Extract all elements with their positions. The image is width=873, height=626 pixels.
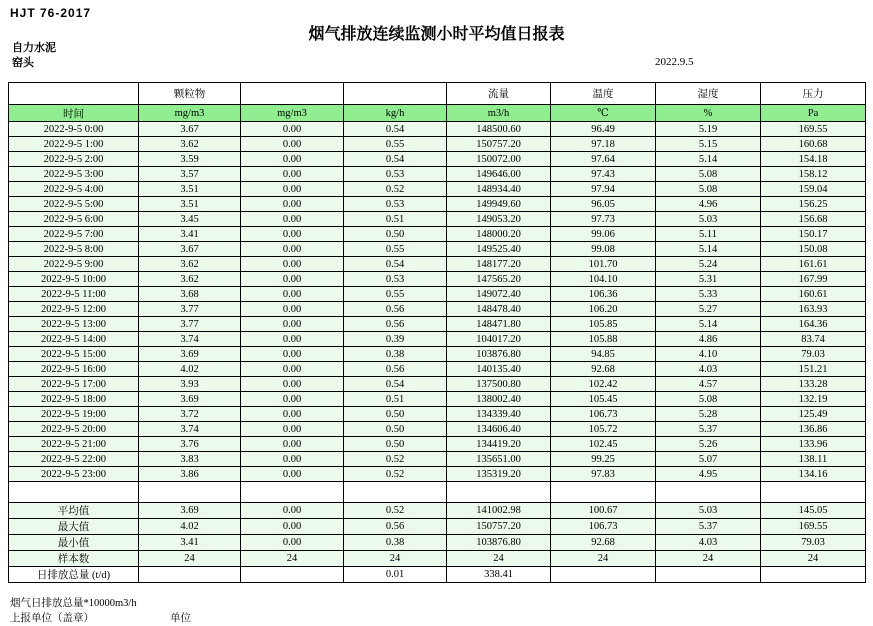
time-cell: 2022-9-5 18:00 xyxy=(9,392,139,407)
time-cell: 2022-9-5 6:00 xyxy=(9,212,139,227)
hourly-data-row xyxy=(9,332,866,347)
value-cell: 0.38 xyxy=(344,347,447,362)
value-cell xyxy=(551,482,656,503)
value-cell: 3.77 xyxy=(139,302,241,317)
report-unit-label: 上报单位（盖章） xyxy=(10,613,94,624)
time-cell: 2022-9-5 5:00 xyxy=(9,197,139,212)
time-cell: 2022-9-5 16:00 xyxy=(9,362,139,377)
value-cell: 96.49 xyxy=(551,122,656,137)
value-cell: 92.68 xyxy=(551,362,656,377)
company-name: 自力水泥 xyxy=(12,42,56,54)
value-cell: 5.14 xyxy=(656,317,761,332)
value-cell: 148500.60 xyxy=(447,122,551,137)
value-cell: 132.19 xyxy=(761,392,866,407)
value-cell: 158.12 xyxy=(761,167,866,182)
value-cell: 3.68 xyxy=(139,287,241,302)
value-cell: 24 xyxy=(551,551,656,567)
value-cell: 0.50 xyxy=(344,437,447,452)
value-cell xyxy=(447,482,551,503)
hourly-data-row xyxy=(9,467,866,482)
value-cell: 105.72 xyxy=(551,422,656,437)
unit-header-m3h: m3/h xyxy=(447,105,551,122)
value-cell: 145.05 xyxy=(761,503,866,519)
value-cell: 0.00 xyxy=(241,227,344,242)
value-cell: 0.00 xyxy=(241,467,344,482)
value-cell: 149525.40 xyxy=(447,242,551,257)
time-cell: 2022-9-5 15:00 xyxy=(9,347,139,362)
value-cell: 160.61 xyxy=(761,287,866,302)
value-cell: 4.86 xyxy=(656,332,761,347)
value-cell: 0.00 xyxy=(241,535,344,551)
hourly-data-row xyxy=(9,407,866,422)
value-cell: 96.05 xyxy=(551,197,656,212)
value-cell: 140135.40 xyxy=(447,362,551,377)
value-cell: 3.51 xyxy=(139,197,241,212)
summary-row xyxy=(9,503,866,519)
value-cell: 0.56 xyxy=(344,317,447,332)
value-cell: 106.73 xyxy=(551,519,656,535)
summary-label-cell: 平均值 xyxy=(9,503,139,519)
value-cell: 0.54 xyxy=(344,257,447,272)
value-cell: 0.50 xyxy=(344,407,447,422)
time-cell: 2022-9-5 23:00 xyxy=(9,467,139,482)
value-cell: 150.08 xyxy=(761,242,866,257)
value-cell: 5.28 xyxy=(656,407,761,422)
value-cell: 5.07 xyxy=(656,452,761,467)
value-cell: 135651.00 xyxy=(447,452,551,467)
unit-header-celsius: ℃ xyxy=(551,105,656,122)
value-cell: 0.53 xyxy=(344,197,447,212)
unit-header-mgm3-2: mg/m3 xyxy=(241,105,344,122)
value-cell: 133.96 xyxy=(761,437,866,452)
value-cell: 3.67 xyxy=(139,242,241,257)
hourly-data-row xyxy=(9,197,866,212)
value-cell: 0.51 xyxy=(344,212,447,227)
unit-header-pa: Pa xyxy=(761,105,866,122)
value-cell: 3.62 xyxy=(139,257,241,272)
time-cell: 2022-9-5 13:00 xyxy=(9,317,139,332)
value-cell: 149072.40 xyxy=(447,287,551,302)
value-cell: 154.18 xyxy=(761,152,866,167)
value-cell: 5.37 xyxy=(656,422,761,437)
value-cell xyxy=(241,482,344,503)
value-cell: 0.00 xyxy=(241,503,344,519)
value-cell: 99.25 xyxy=(551,452,656,467)
spacer-cell xyxy=(9,482,139,503)
hourly-data-row xyxy=(9,362,866,377)
value-cell xyxy=(241,567,344,583)
value-cell xyxy=(139,567,241,583)
value-cell: 5.03 xyxy=(656,212,761,227)
time-cell: 2022-9-5 12:00 xyxy=(9,302,139,317)
time-cell: 2022-9-5 1:00 xyxy=(9,137,139,152)
value-cell: 0.01 xyxy=(344,567,447,583)
unit-header-row xyxy=(9,105,866,122)
value-cell: 134339.40 xyxy=(447,407,551,422)
group-header-empty-1 xyxy=(241,83,344,105)
value-cell: 0.53 xyxy=(344,272,447,287)
value-cell: 164.36 xyxy=(761,317,866,332)
value-cell: 3.41 xyxy=(139,535,241,551)
value-cell: 97.83 xyxy=(551,467,656,482)
value-cell: 148000.20 xyxy=(447,227,551,242)
value-cell: 135319.20 xyxy=(447,467,551,482)
time-cell: 2022-9-5 22:00 xyxy=(9,452,139,467)
value-cell: 5.08 xyxy=(656,182,761,197)
value-cell: 3.74 xyxy=(139,422,241,437)
value-cell: 0.00 xyxy=(241,302,344,317)
time-cell: 2022-9-5 0:00 xyxy=(9,122,139,137)
station-name: 窑头 xyxy=(12,57,34,69)
summary-label-cell: 最小值 xyxy=(9,535,139,551)
value-cell xyxy=(761,482,866,503)
value-cell: 167.99 xyxy=(761,272,866,287)
value-cell: 103876.80 xyxy=(447,347,551,362)
value-cell: 3.69 xyxy=(139,392,241,407)
hourly-data-row xyxy=(9,242,866,257)
value-cell: 5.26 xyxy=(656,437,761,452)
value-cell: 3.93 xyxy=(139,377,241,392)
value-cell: 148177.20 xyxy=(447,257,551,272)
value-cell: 0.00 xyxy=(241,392,344,407)
value-cell: 147565.20 xyxy=(447,272,551,287)
value-cell xyxy=(656,482,761,503)
hourly-data-row xyxy=(9,377,866,392)
hourly-data-row xyxy=(9,257,866,272)
value-cell: 101.70 xyxy=(551,257,656,272)
value-cell: 3.69 xyxy=(139,503,241,519)
value-cell: 97.43 xyxy=(551,167,656,182)
value-cell: 0.38 xyxy=(344,535,447,551)
value-cell: 5.11 xyxy=(656,227,761,242)
report-title: 烟气排放连续监测小时平均值日报表 xyxy=(308,26,565,43)
value-cell: 0.55 xyxy=(344,242,447,257)
value-cell: 0.00 xyxy=(241,452,344,467)
hourly-data-row xyxy=(9,152,866,167)
time-cell: 2022-9-5 4:00 xyxy=(9,182,139,197)
value-cell xyxy=(761,567,866,583)
value-cell: 338.41 xyxy=(447,567,551,583)
group-header-temperature: 温度 xyxy=(551,83,656,105)
value-cell: 160.68 xyxy=(761,137,866,152)
hourly-data-row xyxy=(9,182,866,197)
value-cell: 0.53 xyxy=(344,167,447,182)
value-cell: 0.00 xyxy=(241,519,344,535)
hourly-data-row xyxy=(9,227,866,242)
value-cell: 150757.20 xyxy=(447,137,551,152)
value-cell: 150757.20 xyxy=(447,519,551,535)
value-cell: 0.56 xyxy=(344,519,447,535)
hourly-data-row xyxy=(9,392,866,407)
time-cell: 2022-9-5 2:00 xyxy=(9,152,139,167)
daily-total-row xyxy=(9,567,866,583)
hourly-data-row xyxy=(9,452,866,467)
value-cell: 5.08 xyxy=(656,167,761,182)
value-cell xyxy=(139,482,241,503)
value-cell: 24 xyxy=(241,551,344,567)
group-header-empty-2 xyxy=(344,83,447,105)
value-cell: 0.00 xyxy=(241,212,344,227)
value-cell: 3.62 xyxy=(139,137,241,152)
value-cell: 106.20 xyxy=(551,302,656,317)
value-cell: 5.14 xyxy=(656,152,761,167)
value-cell: 150.17 xyxy=(761,227,866,242)
value-cell: 105.45 xyxy=(551,392,656,407)
value-cell: 4.95 xyxy=(656,467,761,482)
value-cell: 97.94 xyxy=(551,182,656,197)
value-cell: 5.19 xyxy=(656,122,761,137)
flow-total-note: 烟气日排放总量*10000m3/h xyxy=(10,598,137,609)
time-cell: 2022-9-5 21:00 xyxy=(9,437,139,452)
time-cell: 2022-9-5 19:00 xyxy=(9,407,139,422)
value-cell: 0.00 xyxy=(241,377,344,392)
value-cell: 4.02 xyxy=(139,519,241,535)
value-cell: 102.45 xyxy=(551,437,656,452)
value-cell: 0.00 xyxy=(241,287,344,302)
report-date: 2022.9.5 xyxy=(655,56,694,68)
standard-number: HJT 76-2017 xyxy=(10,6,92,20)
value-cell: 3.59 xyxy=(139,152,241,167)
value-cell: 3.83 xyxy=(139,452,241,467)
value-cell: 0.00 xyxy=(241,362,344,377)
value-cell: 148934.40 xyxy=(447,182,551,197)
value-cell: 0.52 xyxy=(344,503,447,519)
hourly-data-row xyxy=(9,317,866,332)
value-cell: 5.08 xyxy=(656,392,761,407)
value-cell: 3.76 xyxy=(139,437,241,452)
summary-label-cell: 样本数 xyxy=(9,551,139,567)
value-cell: 5.31 xyxy=(656,272,761,287)
value-cell: 0.52 xyxy=(344,182,447,197)
value-cell: 4.96 xyxy=(656,197,761,212)
value-cell: 156.68 xyxy=(761,212,866,227)
value-cell: 3.45 xyxy=(139,212,241,227)
value-cell: 3.57 xyxy=(139,167,241,182)
value-cell: 0.56 xyxy=(344,302,447,317)
value-cell: 0.52 xyxy=(344,467,447,482)
time-cell: 2022-9-5 9:00 xyxy=(9,257,139,272)
value-cell: 169.55 xyxy=(761,519,866,535)
value-cell: 0.00 xyxy=(241,167,344,182)
value-cell: 5.15 xyxy=(656,137,761,152)
value-cell xyxy=(344,482,447,503)
value-cell: 148471.80 xyxy=(447,317,551,332)
value-cell: 105.88 xyxy=(551,332,656,347)
value-cell: 103876.80 xyxy=(447,535,551,551)
hourly-data-row xyxy=(9,137,866,152)
value-cell: 138.11 xyxy=(761,452,866,467)
value-cell: 159.04 xyxy=(761,182,866,197)
value-cell: 141002.98 xyxy=(447,503,551,519)
value-cell: 3.67 xyxy=(139,122,241,137)
value-cell: 5.24 xyxy=(656,257,761,272)
value-cell: 4.10 xyxy=(656,347,761,362)
time-cell: 2022-9-5 11:00 xyxy=(9,287,139,302)
value-cell xyxy=(551,567,656,583)
group-header-humidity: 湿度 xyxy=(656,83,761,105)
value-cell: 0.00 xyxy=(241,347,344,362)
value-cell: 83.74 xyxy=(761,332,866,347)
value-cell: 125.49 xyxy=(761,407,866,422)
time-cell: 2022-9-5 7:00 xyxy=(9,227,139,242)
group-header-particulate: 颗粒物 xyxy=(139,83,241,105)
unit-header-kgh: kg/h xyxy=(344,105,447,122)
value-cell: 24 xyxy=(761,551,866,567)
hourly-data-row xyxy=(9,422,866,437)
value-cell: 5.03 xyxy=(656,503,761,519)
time-cell: 2022-9-5 20:00 xyxy=(9,422,139,437)
summary-row xyxy=(9,535,866,551)
value-cell: 169.55 xyxy=(761,122,866,137)
unit-label: 单位 xyxy=(170,613,191,624)
summary-label-cell: 最大值 xyxy=(9,519,139,535)
value-cell: 4.02 xyxy=(139,362,241,377)
time-cell: 2022-9-5 14:00 xyxy=(9,332,139,347)
value-cell: 0.56 xyxy=(344,362,447,377)
hourly-data-row xyxy=(9,167,866,182)
value-cell: 104.10 xyxy=(551,272,656,287)
value-cell: 97.64 xyxy=(551,152,656,167)
value-cell: 3.72 xyxy=(139,407,241,422)
value-cell: 24 xyxy=(344,551,447,567)
value-cell: 134606.40 xyxy=(447,422,551,437)
hourly-data-row xyxy=(9,272,866,287)
time-cell: 2022-9-5 8:00 xyxy=(9,242,139,257)
value-cell: 149949.60 xyxy=(447,197,551,212)
value-cell: 0.51 xyxy=(344,392,447,407)
value-cell: 0.55 xyxy=(344,287,447,302)
value-cell: 100.67 xyxy=(551,503,656,519)
value-cell: 106.36 xyxy=(551,287,656,302)
group-header-time xyxy=(9,83,139,105)
value-cell: 3.86 xyxy=(139,467,241,482)
value-cell: 79.03 xyxy=(761,535,866,551)
value-cell: 0.54 xyxy=(344,152,447,167)
time-cell: 2022-9-5 17:00 xyxy=(9,377,139,392)
value-cell: 5.27 xyxy=(656,302,761,317)
value-cell: 0.00 xyxy=(241,407,344,422)
unit-header-time: 时间 xyxy=(9,105,139,122)
value-cell: 0.54 xyxy=(344,122,447,137)
total-label-cell: 日排放总量 (t/d) xyxy=(9,567,139,583)
value-cell: 134.16 xyxy=(761,467,866,482)
group-header-flow: 流量 xyxy=(447,83,551,105)
value-cell: 151.21 xyxy=(761,362,866,377)
summary-row xyxy=(9,519,866,535)
hourly-data-row xyxy=(9,437,866,452)
value-cell: 0.54 xyxy=(344,377,447,392)
value-cell: 133.28 xyxy=(761,377,866,392)
value-cell: 0.00 xyxy=(241,137,344,152)
hourly-data-row xyxy=(9,302,866,317)
value-cell xyxy=(656,567,761,583)
value-cell: 137500.80 xyxy=(447,377,551,392)
value-cell: 138002.40 xyxy=(447,392,551,407)
time-cell: 2022-9-5 10:00 xyxy=(9,272,139,287)
value-cell: 3.69 xyxy=(139,347,241,362)
value-cell: 0.00 xyxy=(241,332,344,347)
value-cell: 0.52 xyxy=(344,452,447,467)
hourly-data-row xyxy=(9,212,866,227)
unit-header-mgm3-1: mg/m3 xyxy=(139,105,241,122)
value-cell: 0.55 xyxy=(344,137,447,152)
value-cell: 136.86 xyxy=(761,422,866,437)
value-cell: 0.00 xyxy=(241,122,344,137)
hourly-data-row xyxy=(9,287,866,302)
value-cell: 4.57 xyxy=(656,377,761,392)
value-cell: 105.85 xyxy=(551,317,656,332)
value-cell: 4.03 xyxy=(656,535,761,551)
value-cell: 5.37 xyxy=(656,519,761,535)
value-cell: 102.42 xyxy=(551,377,656,392)
value-cell: 134419.20 xyxy=(447,437,551,452)
value-cell: 0.50 xyxy=(344,422,447,437)
value-cell: 3.51 xyxy=(139,182,241,197)
time-cell: 2022-9-5 3:00 xyxy=(9,167,139,182)
value-cell: 149053.20 xyxy=(447,212,551,227)
value-cell: 0.00 xyxy=(241,152,344,167)
value-cell: 3.62 xyxy=(139,272,241,287)
value-cell: 97.73 xyxy=(551,212,656,227)
unit-header-percent: % xyxy=(656,105,761,122)
value-cell: 99.06 xyxy=(551,227,656,242)
value-cell: 148478.40 xyxy=(447,302,551,317)
value-cell: 106.73 xyxy=(551,407,656,422)
value-cell: 94.85 xyxy=(551,347,656,362)
summary-row xyxy=(9,551,866,567)
value-cell: 0.00 xyxy=(241,422,344,437)
value-cell: 92.68 xyxy=(551,535,656,551)
table-body xyxy=(9,122,866,583)
value-cell: 0.00 xyxy=(241,317,344,332)
hourly-data-row xyxy=(9,122,866,137)
hourly-data-row xyxy=(9,347,866,362)
spacer-row xyxy=(9,482,866,503)
value-cell: 3.77 xyxy=(139,317,241,332)
value-cell: 149646.00 xyxy=(447,167,551,182)
value-cell: 0.00 xyxy=(241,437,344,452)
value-cell: 161.61 xyxy=(761,257,866,272)
value-cell: 104017.20 xyxy=(447,332,551,347)
monitoring-table xyxy=(8,82,866,583)
value-cell: 0.50 xyxy=(344,227,447,242)
value-cell: 0.00 xyxy=(241,182,344,197)
value-cell: 0.00 xyxy=(241,257,344,272)
value-cell: 150072.00 xyxy=(447,152,551,167)
value-cell: 0.00 xyxy=(241,197,344,212)
value-cell: 99.08 xyxy=(551,242,656,257)
group-header-pressure: 压力 xyxy=(761,83,866,105)
value-cell: 5.14 xyxy=(656,242,761,257)
value-cell: 24 xyxy=(656,551,761,567)
value-cell: 0.00 xyxy=(241,272,344,287)
value-cell: 5.33 xyxy=(656,287,761,302)
value-cell: 97.18 xyxy=(551,137,656,152)
value-cell: 0.39 xyxy=(344,332,447,347)
value-cell: 0.00 xyxy=(241,242,344,257)
value-cell: 4.03 xyxy=(656,362,761,377)
value-cell: 24 xyxy=(139,551,241,567)
group-header-row xyxy=(9,83,866,105)
value-cell: 3.41 xyxy=(139,227,241,242)
value-cell: 79.03 xyxy=(761,347,866,362)
value-cell: 24 xyxy=(447,551,551,567)
value-cell: 3.74 xyxy=(139,332,241,347)
value-cell: 163.93 xyxy=(761,302,866,317)
value-cell: 156.25 xyxy=(761,197,866,212)
